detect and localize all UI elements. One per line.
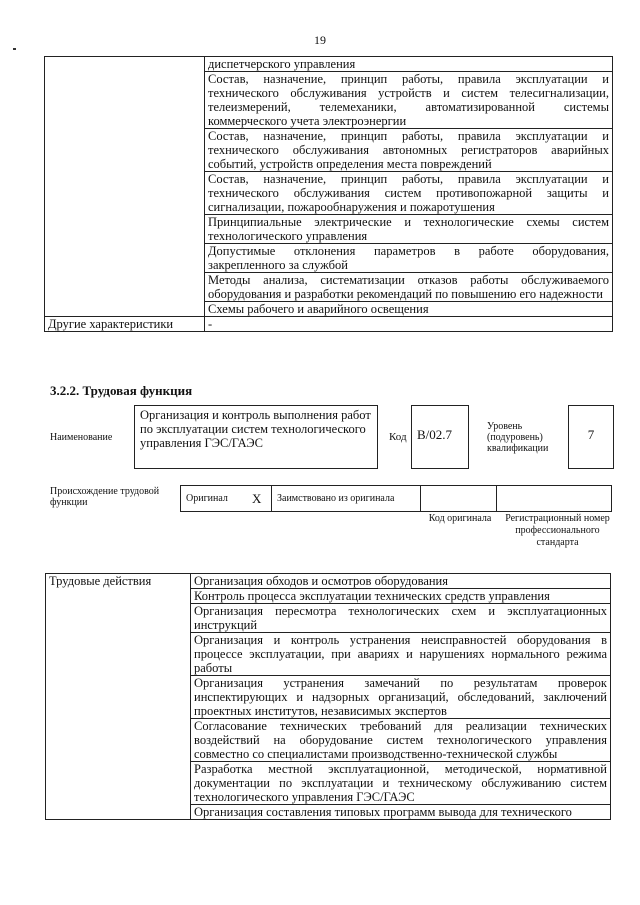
table-row: Организация составления типовых программ вывода для технического: [191, 805, 611, 820]
other-characteristics-label: Другие характеристики: [45, 317, 205, 332]
other-characteristics-value: -: [205, 317, 613, 332]
code-caption: Код оригинала: [428, 513, 492, 524]
page-number: 19: [314, 33, 326, 47]
function-name: Организация и контроль выполнения работ по эксплуатации систем технологического управления ГЭС/ГАЭС: [140, 408, 371, 450]
function-name-box: [134, 405, 378, 469]
table-row: Допустимые отклонения параметров в работе оборудования, закрепленного за службой: [205, 244, 613, 273]
table-row: Разработка местной эксплуатационной, методической, нормативной документации по эксплуатации и техническому обслуживанию систем технологического управления ГЭС/ГАЭС: [191, 762, 611, 805]
registration-number-cell: [497, 486, 612, 512]
level-box: [568, 405, 614, 469]
table-row: Контроль процесса эксплуатации технических средств управления: [191, 589, 611, 604]
code-label: Код: [389, 431, 407, 443]
table-row: Схемы рабочего и аварийного освещения: [205, 302, 613, 317]
table-row: Организация пересмотра технологических схем и эксплуатационных инструкций: [191, 604, 611, 633]
name-label: Наименование: [50, 432, 113, 443]
table-row: Состав, назначение, принцип работы, правила эксплуатации и технического обслуживания систем противопожарной защиты и сигнализации, пожарообнаружения и пожаротушения: [205, 172, 613, 215]
table-row: Организация устранения замечаний по результатам проверок инспектирующих и надзорных организаций, обследований, заключений проектных институтов, независимых экспертов: [191, 676, 611, 719]
origin-table: [180, 485, 612, 512]
labor-actions-label: Трудовые действия: [46, 574, 191, 820]
table-row: диспетчерского управления: [205, 57, 613, 72]
borrowed-label: Заимствовано из оригинала: [272, 486, 421, 512]
section-title: 3.2.2. Трудовая функция: [50, 383, 193, 398]
table-row: Методы анализа, систематизации отказов работы обслуживаемого оборудования и разработки рекомендаций по повышению его надежности: [205, 273, 613, 302]
scan-mark: [13, 48, 16, 50]
level-label: Уровень (подуровень) квалификации: [487, 421, 549, 454]
original-mark: X: [247, 486, 272, 512]
code-box: [411, 405, 469, 469]
table-row: Состав, назначение, принцип работы, правила эксплуатации и технического обслуживания автономных регистраторов аварийных событий, устройств определения места повреждений: [205, 129, 613, 172]
table-left-cell: [45, 57, 205, 317]
table-row: Принципиальные электрические и технологические схемы систем технологического управления: [205, 215, 613, 244]
origin-code-cell: [421, 486, 497, 512]
registration-caption: Регистрационный номер профессионального стандарта: [505, 513, 610, 548]
level-value: 7: [587, 427, 595, 442]
origin-label: Происхождение трудовой функции: [50, 486, 160, 508]
original-label: Оригинал: [181, 486, 248, 512]
knowledge-table: [44, 56, 613, 332]
table-row: Состав, назначение, принцип работы, правила эксплуатации и технического обслуживания устройств и систем телесигнализации, телеизмерений, телемеханики, автоматизированной системы коммерческого учета электроэнергии: [205, 72, 613, 129]
table-row: Организация обходов и осмотров оборудования: [191, 574, 611, 589]
code-value: B/02.7: [417, 427, 453, 442]
table-row: Согласование технических требований для реализации технических воздействий на оборудование систем технологического управления совместно со специалистами производственно-технической службы: [191, 719, 611, 762]
table-row: Организация и контроль устранения неисправностей оборудования в процессе эксплуатации, при авариях и нарушениях нормального режима работы: [191, 633, 611, 676]
labor-actions-table: [45, 573, 611, 820]
